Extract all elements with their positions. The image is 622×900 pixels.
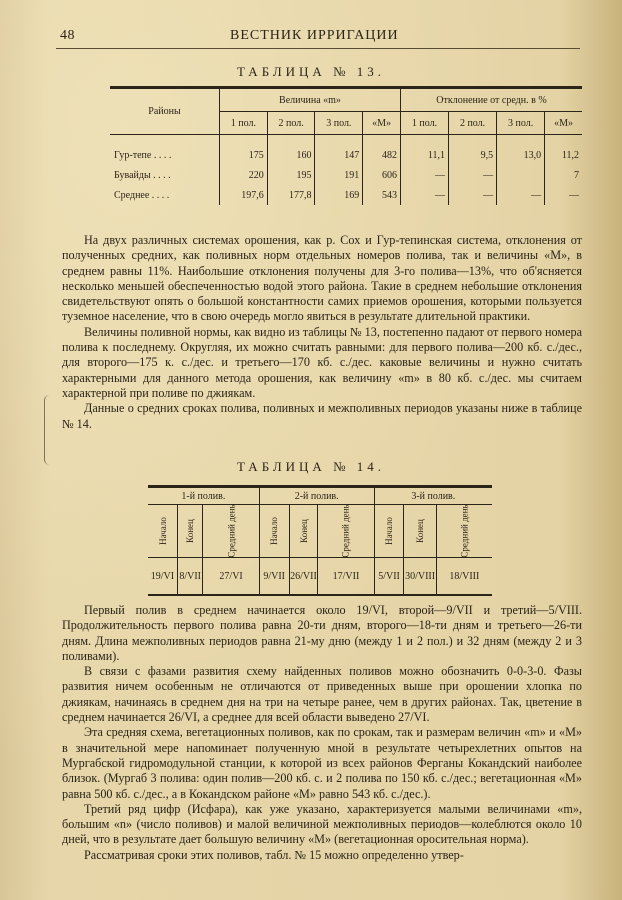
cell: 191 xyxy=(315,165,363,185)
cell: 26/VII xyxy=(289,558,318,596)
cell: 9/VII xyxy=(259,558,289,596)
paragraph: Третий ряд цифр (Исфара), как уже указано, характеризуется малыми величинами «m», большим «n» (число поливов) и малой величиной межполивных периодов—колеблются около 10 дней, что в результате дает большую величину «М» (вегетационная оросительная норма). xyxy=(62,801,582,847)
sub-header: 3 пол. xyxy=(497,112,545,135)
sub-header: 1 пол. xyxy=(220,112,268,135)
group-header: 2-й полив. xyxy=(259,487,374,505)
region-name: Гур-тепе . . . . xyxy=(114,149,172,161)
table14 xyxy=(148,485,492,596)
journal-title: ВЕСТНИК ИРРИГАЦИИ xyxy=(230,28,399,43)
table-row xyxy=(148,558,492,596)
table13 xyxy=(110,86,582,205)
cell: — xyxy=(449,165,497,185)
cell: 8/VII xyxy=(177,558,203,596)
cell: 169 xyxy=(315,185,363,205)
cell: — xyxy=(400,185,448,205)
sub-header: Начало xyxy=(259,505,289,558)
table-row xyxy=(110,145,582,165)
sub-header: Средний день xyxy=(203,505,259,558)
group-deviation-header: Отклонение от средн. в % xyxy=(400,88,582,112)
sub-header: Конец xyxy=(289,505,318,558)
cell: 543 xyxy=(363,185,401,205)
sub-header: 2 пол. xyxy=(267,112,315,135)
group-header: 3-й полив. xyxy=(374,487,492,505)
region-name: Бувайды . . . . xyxy=(114,169,171,181)
margin-bracket xyxy=(44,395,55,465)
cell: 30/VIII xyxy=(404,558,436,596)
cell: 197,6 xyxy=(220,185,268,205)
sub-header: Средний день xyxy=(318,505,374,558)
cell: 27/VI xyxy=(203,558,259,596)
cell xyxy=(497,165,545,185)
sub-header: «М» xyxy=(545,112,582,135)
sub-header: Начало xyxy=(374,505,404,558)
cell: — xyxy=(400,165,448,185)
cell: — xyxy=(449,185,497,205)
table14-caption: ТАБЛИЦА № 14. xyxy=(237,459,385,474)
header-rule xyxy=(56,48,580,49)
cell: 220 xyxy=(220,165,268,185)
paragraph: Первый полив в среднем начинается около 19/VI, второй—9/VII и третий—5/VIII. Продолжительность первого полива равна 20-ти дням, второго—18-ти дням и третьего—26-ти дням. Длина межполивных периодов равна 21-му дню (между 1 и 2 пол.) и 32 дням (между 2 и 3 поливами). xyxy=(62,603,582,663)
body-text-1 xyxy=(62,233,582,432)
cell: 160 xyxy=(267,145,315,165)
sub-header: Начало xyxy=(148,505,177,558)
group-header: 1-й полив. xyxy=(148,487,259,505)
group-m-header: Величина «m» xyxy=(220,88,401,112)
cell: 177,8 xyxy=(267,185,315,205)
table-row xyxy=(110,185,582,205)
paragraph: Данные о средних сроках полива, поливных и межполивных периодов указаны ниже в таблице № 14. xyxy=(62,401,582,431)
sub-header: 1 пол. xyxy=(400,112,448,135)
page-number: 48 xyxy=(60,28,75,43)
paragraph: Эта средняя схема, вегетационных поливов, как по срокам, так и размерам величин «m» и «М» в значительной мере напоминает полученную мной в результате четырехлетних опытов на Мургабской гидромодульной станции, к которой из всех районов Ферганы Кокандский наиболее близок. (Мургаб 3 полива: один полив—200 кб. с. и 2 полива по 150 кб. с./дес.; вегетационная «М» равна 500 кб. с./дес., а в Кокандском районе «М» равно 543 кб. с./дес.). xyxy=(62,725,582,801)
cell: 5/VII xyxy=(374,558,404,596)
cell: 18/VIII xyxy=(436,558,492,596)
sub-header: Конец xyxy=(404,505,436,558)
cell: 147 xyxy=(315,145,363,165)
paragraph: Величины поливной нормы, как видно из таблицы № 13, постепенно падают от первого номера полива к последнему. Округляя, их можно считать равными: для первого полива—200 кб. с./дес., для второго—175 к. с./дес. и третьего—170 кб. с./дес. каковые величины и нужно считать характерными для данного метода орошения, как величину «m» в 80 кб. с./дес. мы считаем характерной при поливе по джиякам. xyxy=(62,324,582,400)
cell: 9,5 xyxy=(449,145,497,165)
table-row xyxy=(110,165,582,185)
body-text-2 xyxy=(62,603,582,863)
sub-header: «М» xyxy=(363,112,401,135)
cell: 7 xyxy=(545,165,582,185)
region-name: Среднее . . . . xyxy=(114,189,170,201)
cell: 19/VI xyxy=(150,570,175,582)
cell: 11,1 xyxy=(400,145,448,165)
col-region-header: Районы xyxy=(110,88,220,135)
cell: 482 xyxy=(363,145,401,165)
cell: — xyxy=(497,185,545,205)
cell: 195 xyxy=(267,165,315,185)
page-header xyxy=(0,28,622,48)
cell: 606 xyxy=(363,165,401,185)
sub-header: Средний день xyxy=(436,505,492,558)
cell: 175 xyxy=(220,145,268,165)
table13-caption: ТАБЛИЦА № 13. xyxy=(237,64,385,79)
paragraph: На двух различных системах орошения, как р. Сох и Гур-тепинская система, отклонения от полученных средних, как поливных норм отдельных номеров полива, так и величины «М», в среднем равны 11%. Наибольшие отклонения получены для 3-го полива—13%, что об'ясняется несколько меньшей обеспеченностью водой этого района. Такие в среднем небольшие отклонения свидетельствуют опять о большой константности самих приемов орошения, которыми пользуется туземное население, что в свою очередь могло явиться в результате длительной практики. xyxy=(62,233,582,324)
cell: 13,0 xyxy=(497,145,545,165)
cell: 11,2 xyxy=(545,145,582,165)
cell: 17/VII xyxy=(318,558,374,596)
paragraph: В связи с фазами развития схему найденных поливов можно обозначить 0-0-3-0. Фазы развития ничем особенным не отличаются от приведенных выше при орошении хлопка по джиякам, начинаясь в среднем дня на три на четыре ранее, чем в других районах. Так, цветение в среднем начинается 26/VI, а среднее для всей области выведено 27/VI. xyxy=(62,664,582,725)
sub-header: Конец xyxy=(177,505,203,558)
sub-header: 2 пол. xyxy=(449,112,497,135)
sub-header: 3 пол. xyxy=(315,112,363,135)
cell: — xyxy=(545,185,582,205)
paragraph: Рассматривая сроки этих поливов, табл. № 15 можно определенно утвер- xyxy=(84,847,464,862)
